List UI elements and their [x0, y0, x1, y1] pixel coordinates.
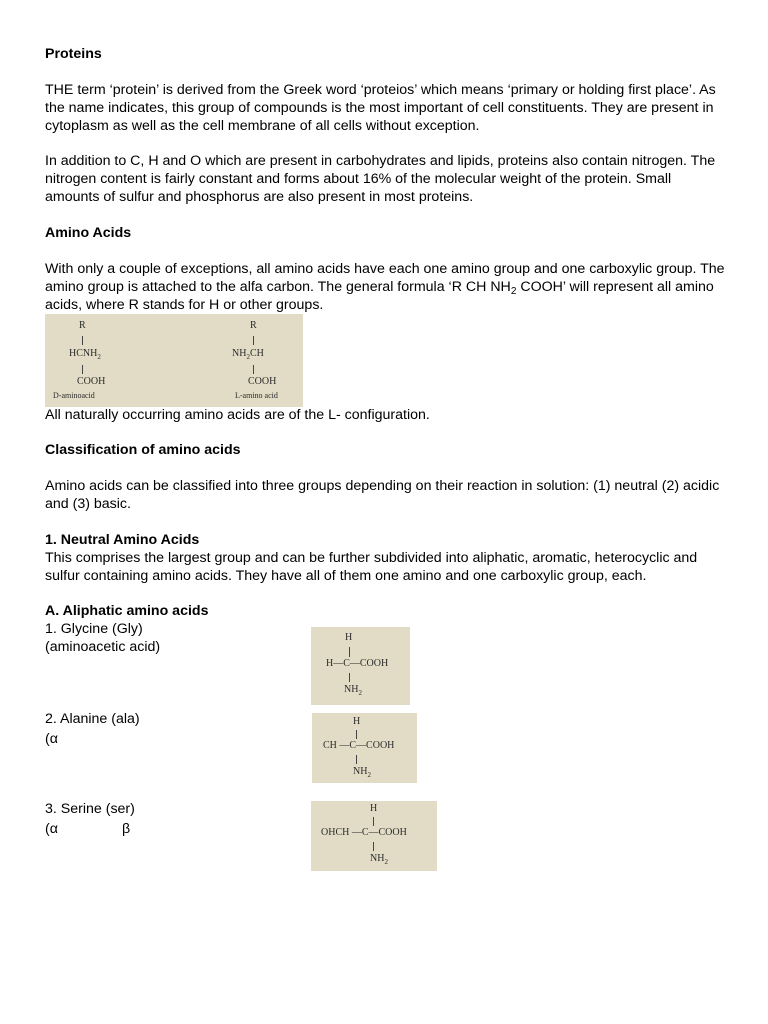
glycine-description: (aminoacetic acid) [45, 639, 161, 655]
page-title: Proteins [45, 46, 102, 62]
alanine-main-chain: CH —C—COOH [323, 740, 395, 751]
figure-serine [311, 801, 437, 871]
heading-aliphatic: A. Aliphatic amino acids [45, 603, 209, 619]
fig-r-right: R [250, 320, 257, 331]
fig-d-label: D-aminoacid [53, 391, 95, 400]
paragraph-protein-composition: In addition to C, H and O which are present in carbohydrates and lipids, proteins also contain nitrogen. The nitrogen content is fairly constant and forms about 16% of the molecular weight of the protein. Small amounts of sulfur and phosphorus are also present in most proteins. [45, 153, 716, 205]
fig-r-left: R [79, 320, 86, 331]
fig-nhch: $NH_2CH$ [232, 348, 264, 361]
fig-cooh-right: COOH [248, 376, 277, 387]
formula-text-end: COOH’ will represent all amino acids, where R stands for H or other groups. [45, 278, 714, 313]
paragraph-amino-formula [45, 261, 725, 314]
paragraph-l-configuration: All naturally occurring amino acids are of the L- configuration. [45, 407, 430, 423]
alanine-name: 2. Alanine (ala) [45, 711, 140, 727]
glycine-h-top: H [345, 632, 353, 643]
alanine-nh2: $NH_2$ [353, 766, 371, 779]
glycine-name: 1. Glycine (Gly) [45, 621, 143, 637]
heading-classification: Classification of amino acids [45, 442, 241, 458]
glycine-nh2: $NH_2$ [344, 684, 362, 697]
heading-amino-acids: Amino Acids [45, 225, 132, 241]
serine-h-top: H [370, 803, 378, 814]
heading-neutral-amino-acids: 1. Neutral Amino Acids [45, 532, 200, 548]
figure-alanine [312, 713, 417, 783]
figure-dl-configuration [45, 314, 303, 407]
figure-glycine [311, 627, 410, 705]
glycine-main-chain: H—C—COOH [326, 658, 389, 669]
serine-main-chain: OHCH —C—COOH [321, 827, 407, 838]
paragraph-classification: Amino acids can be classified into three groups depending on their reaction in solution: (1) neutral (2) acidic and (3) basic. [45, 478, 720, 512]
paragraph-neutral: This comprises the largest group and can be further subdivided into aliphatic, aromatic, heterocyclic and sulfur containing amino acids. They have all of them one amino and one carboxylic group, each. [45, 550, 698, 584]
serine-nh2: $NH_2$ [370, 853, 388, 866]
fig-cooh-left: COOH [77, 376, 106, 387]
serine-description-beta: β [122, 821, 131, 837]
fig-l-label: L-amino acid [235, 391, 278, 400]
paragraph-protein-definition: THE term ‘protein’ is derived from the Greek word ‘proteios’ which means ‘primary or holding first place’. As the name indicates, this group of compounds is the most important of cell constituents. They are present in cytoplasm as well as the cell membrane of all cells without exception. [45, 82, 716, 134]
serine-name: 3. Serine (ser) [45, 801, 135, 817]
alanine-h-top: H [353, 716, 361, 727]
formula-subscript: 2 [510, 285, 517, 297]
formula-text-start: With only a couple of exceptions, all amino acids have each one amino group and one carboxylic group. The amino group is attached to the alfa carbon. The general formula ‘R CH NH [45, 261, 725, 295]
alanine-description: (α [45, 731, 58, 747]
serine-description-alpha: (α [45, 821, 58, 837]
fig-hcnh: $HCNH_2$ [69, 348, 101, 361]
